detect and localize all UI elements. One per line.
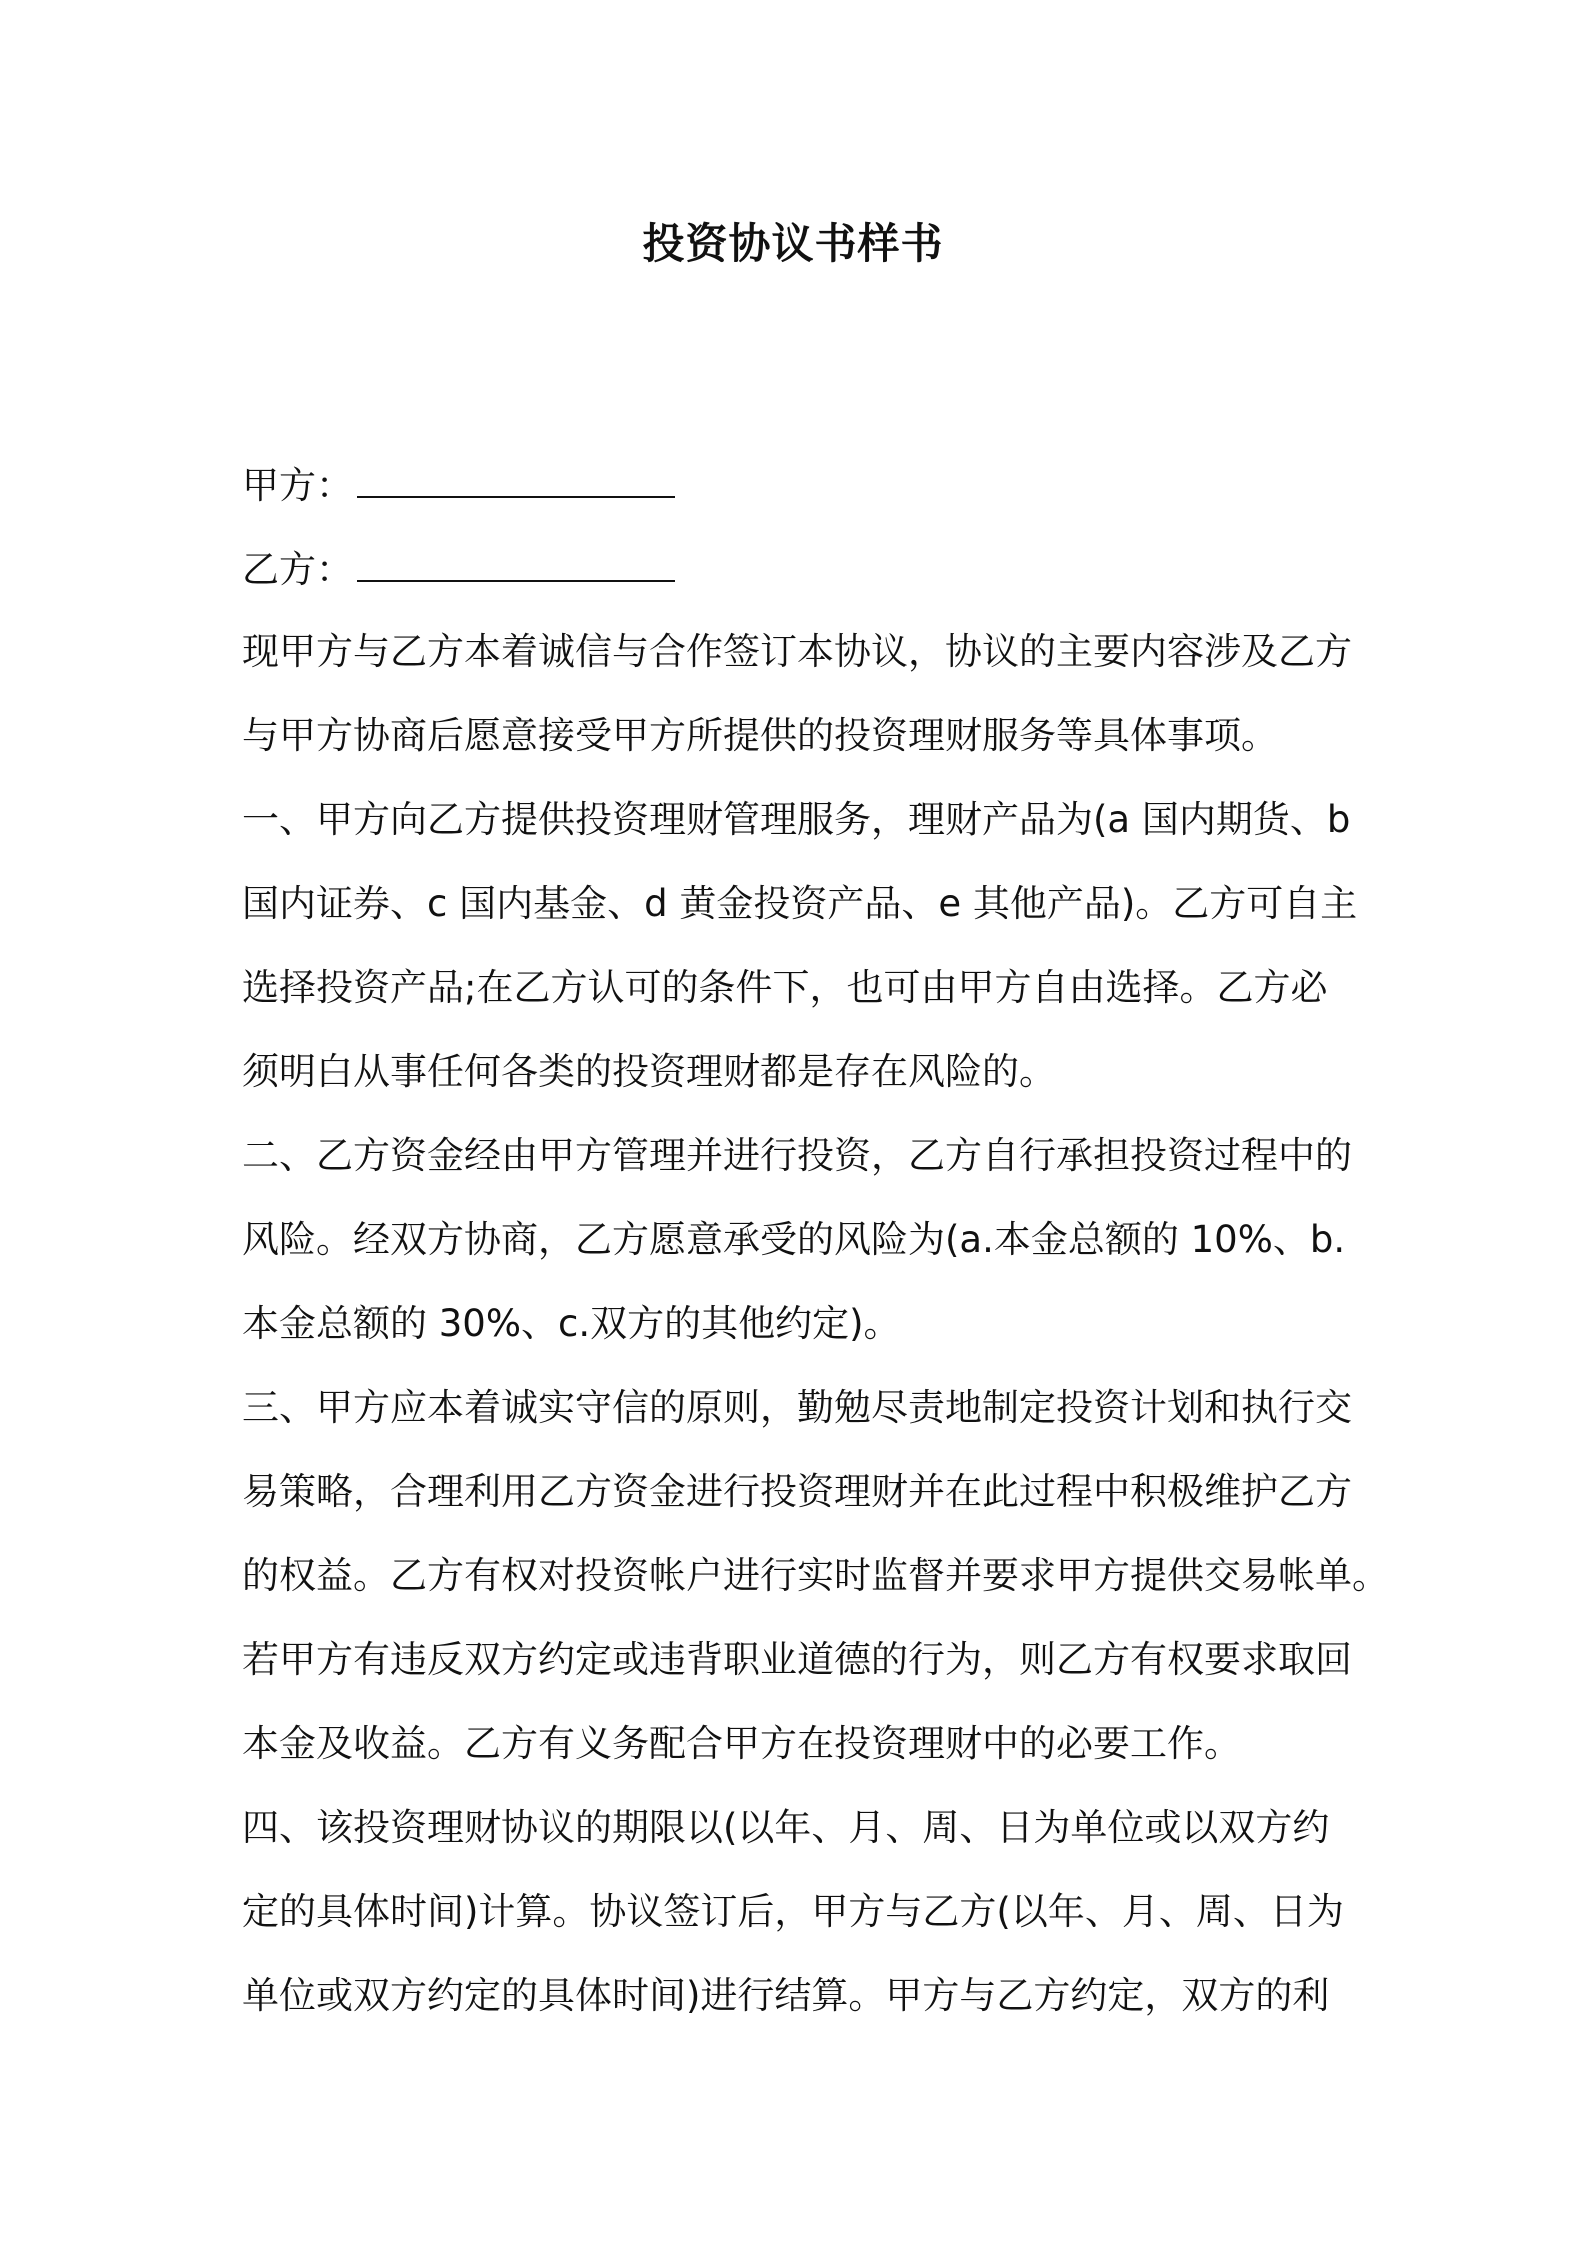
body-line: 选择投资产品;在乙方认可的条件下，也可由甲方自由选择。乙方必: [242, 966, 1328, 1009]
body-line: 与甲方协商后愿意接受甲方所提供的投资理财服务等具体事项。: [242, 714, 1278, 757]
party-a-line: [242, 456, 675, 514]
body-line: 现甲方与乙方本着诚信与合作签订本协议，协议的主要内容涉及乙方: [242, 630, 1352, 673]
document-title: 投资协议书样书: [642, 219, 944, 268]
party-b-label: 乙方：: [242, 548, 353, 591]
body-line: 二、乙方资金经由甲方管理并进行投资，乙方自行承担投资过程中的: [242, 1134, 1352, 1177]
body-line: 本金总额的 30%、c.双方的其他约定)。: [242, 1302, 901, 1345]
party-a-label: 甲方：: [242, 464, 353, 507]
body-line: 单位或双方约定的具体时间)进行结算。甲方与乙方约定，双方的利: [242, 1974, 1330, 2017]
body-line: 本金及收益。乙方有义务配合甲方在投资理财中的必要工作。: [242, 1722, 1241, 1765]
party-b-blank: [357, 540, 675, 582]
body-line: 风险。经双方协商，乙方愿意承受的风险为(a.本金总额的 10%、b.: [242, 1218, 1346, 1261]
body-line: 须明白从事任何各类的投资理财都是存在风险的。: [242, 1050, 1056, 1093]
party-b-line: [242, 540, 675, 598]
body-line: 四、该投资理财协议的期限以(以年、月、周、日为单位或以双方约: [242, 1806, 1330, 1849]
body-line: 三、甲方应本着诚实守信的原则，勤勉尽责地制定投资计划和执行交: [242, 1386, 1352, 1429]
body-line: 的权益。乙方有权对投资帐户进行实时监督并要求甲方提供交易帐单。: [242, 1554, 1389, 1597]
body-line: 一、甲方向乙方提供投资理财管理服务，理财产品为(a 国内期货、b: [242, 798, 1351, 841]
body-line: 易策略，合理利用乙方资金进行投资理财并在此过程中积极维护乙方: [242, 1470, 1352, 1513]
body-line: 若甲方有违反双方约定或违背职业道德的行为，则乙方有权要求取回: [242, 1638, 1352, 1681]
body-line: 国内证券、c 国内基金、d 黄金投资产品、e 其他产品)。乙方可自主: [242, 882, 1358, 925]
body-line: 定的具体时间)计算。协议签订后，甲方与乙方(以年、月、周、日为: [242, 1890, 1344, 1933]
party-a-blank: [357, 456, 675, 498]
